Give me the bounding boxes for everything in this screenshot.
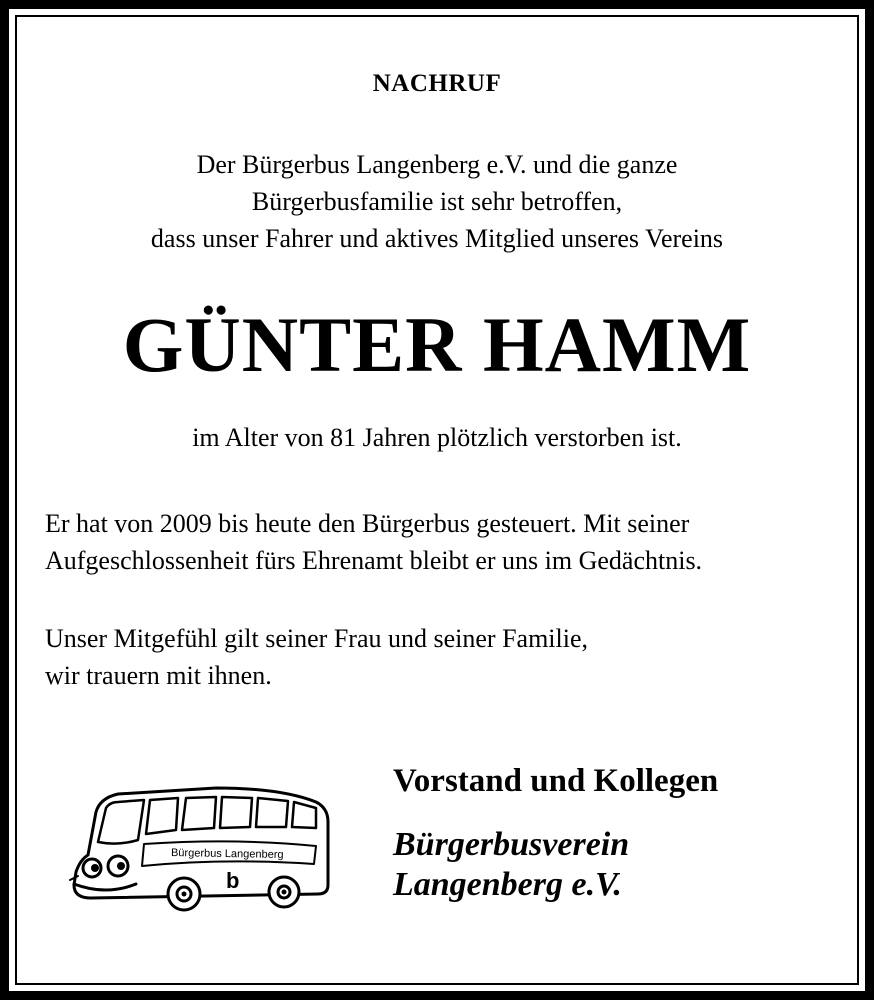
notice-heading: NACHRUF xyxy=(372,70,502,97)
signature-board: Vorstand und Kollegen xyxy=(393,763,719,799)
age-line: im Alter von 81 Jahren plötzlich verstorben ist. xyxy=(192,423,682,452)
intro-line: Der Bürgerbus Langenberg e.V. und die ganze xyxy=(196,150,678,179)
intro-line: dass unser Fahrer und aktives Mitglied unseres Vereins xyxy=(150,224,724,253)
signature-association xyxy=(393,825,629,905)
bus-logo-icon xyxy=(66,780,336,915)
bus-logo-badge: b xyxy=(226,868,240,893)
paragraph-line: Er hat von 2009 bis heute den Bürgerbus gesteuert. Mit seiner xyxy=(45,509,690,538)
deceased-name: GÜNTER HAMM xyxy=(122,301,752,388)
association-line: Langenberg e.V. xyxy=(393,866,622,903)
association-line: Bürgerbusverein xyxy=(393,826,630,863)
intro-text xyxy=(0,146,874,257)
paragraph-condolence xyxy=(45,620,588,694)
paragraph-line: wir trauern mit ihnen. xyxy=(45,661,272,690)
paragraph-line: Aufgeschlossenheit fürs Ehrenamt bleibt er uns im Gedächtnis. xyxy=(45,546,703,575)
intro-line: Bürgerbusfamilie ist sehr betroffen, xyxy=(251,187,623,216)
paragraph-line: Unser Mitgefühl gilt seiner Frau und seiner Familie, xyxy=(45,624,589,653)
bus-logo-text: Bürgerbus Langenberg xyxy=(170,847,284,862)
paragraph-service xyxy=(45,505,702,579)
